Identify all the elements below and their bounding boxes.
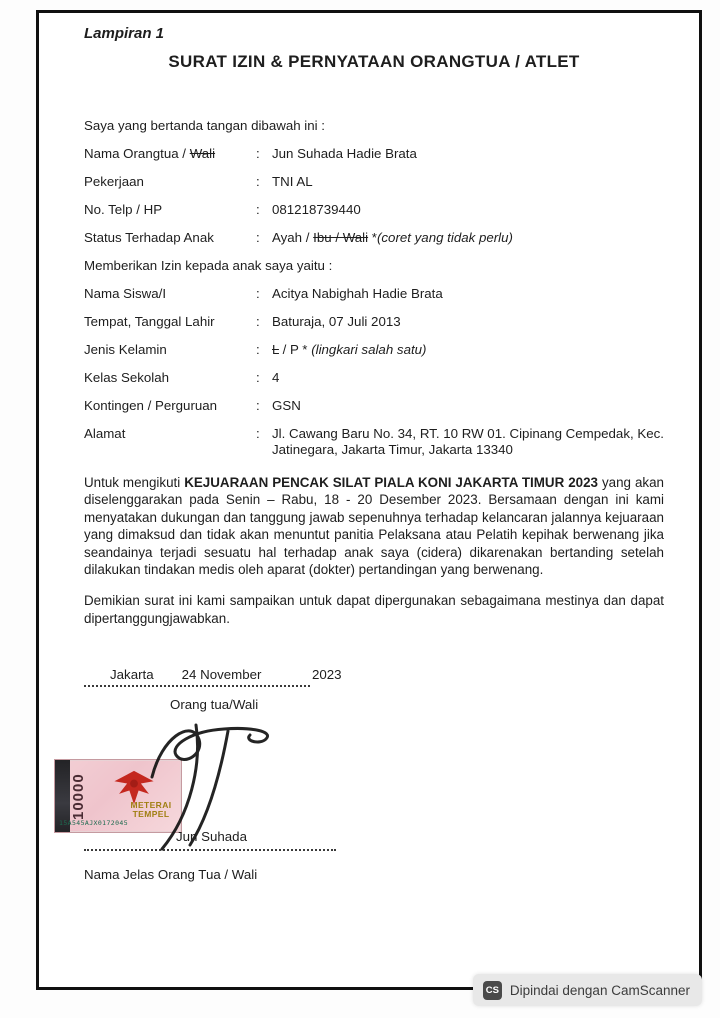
field-label: Status Terhadap Anak <box>84 230 214 245</box>
colon: : <box>256 286 260 301</box>
stamp-label-line1: METERAI <box>130 800 172 811</box>
paragraph-text: Untuk mengikuti <box>84 475 185 490</box>
signer-role-label: Orang tua/Wali <box>170 697 259 713</box>
value-struck-text: L <box>272 342 279 357</box>
field-label: No. Telp / HP <box>84 202 163 217</box>
body-paragraph-2: Demikian surat ini kami sampaikan untuk dapat dipergunakan sebagaimana mestinya dan dapat dipertanggungjawabkan. <box>84 593 664 626</box>
field-value <box>272 230 664 246</box>
field-value: Jun Suhada Hadie Brata <box>272 146 417 161</box>
date-day: 24 November <box>181 667 262 683</box>
date-year: 2023 <box>312 667 342 683</box>
label-struck-text: Wali <box>189 146 216 161</box>
colon: : <box>256 426 260 441</box>
colon: : <box>256 314 260 329</box>
field-label: Tempat, Tanggal Lahir <box>84 314 215 329</box>
signature-dotted-line <box>84 849 336 851</box>
paragraph-text: yang akan diselenggarakan pada Senin – Rabu, 18 - 20 Desember 2023. Bersamaan dengan ini kami menyatakan dukungan dan tanggung jawab sepenuhnya terhadap kelancaran jalannya kejuaraan yang dimaksud dan tidak akan menuntut panitia Pelaksana atau Pelatih kepihak berwenang jika seandainya terjadi sesuatu hal terhadap anak saya (cidera) dikarenakan bertanding setelah dilakukan tindakan medis oleh aparat (dokter) pertandingan yang berwenang. <box>84 475 664 578</box>
permission-line: Memberikan Izin kepada anak saya yaitu : <box>84 258 333 273</box>
field-row-alamat <box>84 426 664 458</box>
field-value: Jl. Cawang Baru No. 34, RT. 10 RW 01. Cipinang Cempedak, Kec. Jatinegara, Jakarta Timur, Jakarta 13340 <box>272 426 664 457</box>
field-value: TNI AL <box>272 174 313 189</box>
stamp-label-line2: TEMPEL <box>132 809 170 820</box>
field-label: Kontingen / Perguruan <box>84 398 218 413</box>
clear-name-label: Nama Jelas Orang Tua / Wali <box>84 867 258 883</box>
camscanner-text: Dipindai dengan CamScanner <box>509 982 690 998</box>
colon: : <box>256 174 260 189</box>
label-text: Nama Orangtua / <box>84 146 190 161</box>
field-value: 4 <box>272 370 280 385</box>
letter-content <box>59 25 664 903</box>
camscanner-badge <box>473 974 702 1006</box>
field-value: 081218739440 <box>272 202 361 217</box>
colon: : <box>256 202 260 217</box>
field-row-kontingen <box>84 398 664 414</box>
colon: : <box>256 230 260 245</box>
field-label: Pekerjaan <box>84 174 144 189</box>
date-city: Jakarta <box>110 667 154 683</box>
field-row-pekerjaan <box>84 174 664 190</box>
event-name-bold: KEJUARAAN PENCAK SILAT PIALA KONI JAKARTA TIMUR 2023 <box>184 475 599 490</box>
letter-title: SURAT IZIN & PERNYATAAN ORANGTUA / ATLET <box>168 52 580 71</box>
field-row-nama-siswa <box>84 286 664 302</box>
signer-name: Jun Suhada <box>176 829 247 845</box>
field-row-ttl <box>84 314 664 330</box>
field-label: Alamat <box>84 426 126 441</box>
body-paragraph-1 <box>84 474 664 578</box>
value-note: (lingkari salah satu) <box>311 342 427 357</box>
colon: : <box>256 370 260 385</box>
field-row-status-anak <box>84 230 664 246</box>
signature-section <box>59 663 664 903</box>
field-row-nama-orangtua <box>84 146 664 162</box>
stamp-serial-number: 15A545AJX0172045 <box>59 819 129 828</box>
date-line <box>84 667 342 687</box>
stamp-denomination: 10000 <box>70 773 87 821</box>
field-label: Jenis Kelamin <box>84 342 167 357</box>
field-row-kelas <box>84 370 664 386</box>
field-label: Nama Siswa/I <box>84 286 167 301</box>
colon: : <box>256 146 260 161</box>
value-text: Ayah / <box>272 230 314 245</box>
intro-line: Saya yang bertanda tangan dibawah ini : <box>84 118 325 133</box>
value-star: * <box>368 230 377 245</box>
field-label: Kelas Sekolah <box>84 370 170 385</box>
field-row-jenis-kelamin <box>84 342 664 358</box>
colon: : <box>256 398 260 413</box>
value-struck-text: Ibu / Wali <box>313 230 369 245</box>
attachment-label: Lampiran 1 <box>84 25 165 42</box>
value-note: (coret yang tidak perlu) <box>376 230 513 245</box>
field-label <box>84 146 256 162</box>
value-text: / P * <box>278 342 312 357</box>
colon: : <box>256 342 260 357</box>
date-dotted-line <box>84 667 310 687</box>
field-value: GSN <box>272 398 301 413</box>
field-value: Acitya Nabighah Hadie Brata <box>272 286 443 301</box>
field-row-telepon <box>84 202 664 218</box>
field-value: Baturaja, 07 Juli 2013 <box>272 314 401 329</box>
field-value <box>272 342 664 358</box>
camscanner-icon: CS <box>483 981 502 1000</box>
